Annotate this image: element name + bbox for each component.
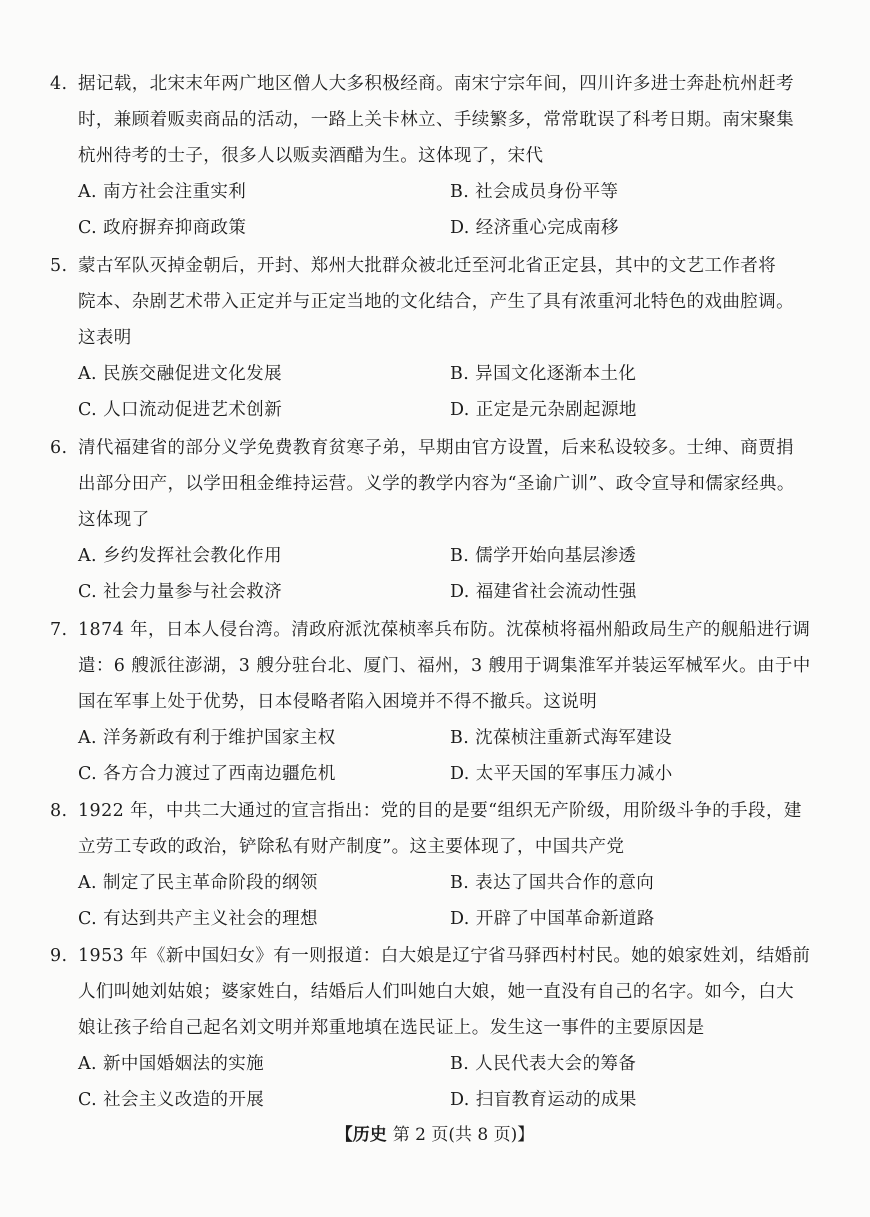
option-row [50, 356, 840, 392]
option-row [50, 756, 840, 792]
option-a: A. 新中国婚姻法的实施 [78, 1054, 265, 1074]
question-line: 时，兼顾着贩卖商品的活动，一路上关卡林立、手续繁多，常常耽误了科考日期。南宋聚集 [78, 110, 794, 130]
option-d: D. 扫盲教育运动的成果 [450, 1090, 637, 1110]
option-a: A. 乡约发挥社会教化作用 [78, 546, 282, 566]
option-row [50, 1082, 840, 1118]
question-number: 8. [50, 801, 68, 821]
question-text: 1953 年《新中国妇女》有一则报道：白大娘是辽宁省马驿西村村民。她的娘家姓刘，结婚前 [78, 946, 811, 966]
question-number: 9. [50, 946, 68, 966]
question-line: 出部分田产，以学田租金维持运营。义学的教学内容为“圣谕广训”、政令宣导和儒家经典。 [78, 474, 795, 494]
question-line: 遣：6 艘派往澎湖，3 艘分驻台北、厦门、福州，3 艘用于调集淮军并装运军械军火。由于中 [78, 656, 811, 676]
question-line: 人们叫她刘姑娘；婆家姓白，结婚后人们叫她白大娘，她一直没有自己的名字。如今，白大 [78, 982, 794, 1002]
option-row [50, 901, 840, 937]
question-line [50, 430, 840, 466]
question-line [50, 66, 840, 102]
option-d: D. 太平天国的军事压力减小 [450, 764, 673, 784]
option-c: C. 社会力量参与社会救济 [78, 582, 283, 602]
option-row [50, 392, 840, 428]
question-line: 院本、杂剧艺术带入正定并与正定当地的文化结合，产生了具有浓重河北特色的戏曲腔调。 [78, 292, 794, 312]
question-line [50, 248, 840, 284]
option-d: D. 经济重心完成南移 [450, 218, 619, 238]
option-d: D. 福建省社会流动性强 [450, 582, 637, 602]
option-b: B. 沈葆桢注重新式海军建设 [450, 728, 673, 748]
question-9 [50, 938, 840, 1118]
footer-subject: 【历史 [335, 1125, 387, 1145]
question-line [50, 938, 840, 974]
question-line: 这体现了 [78, 510, 150, 530]
question-number: 7. [50, 620, 68, 640]
question-number: 4. [50, 74, 68, 94]
question-4 [50, 66, 840, 246]
question-number: 5. [50, 256, 68, 276]
option-a: A. 洋务新政有利于维护国家主权 [78, 728, 336, 748]
question-line: 这表明 [78, 328, 132, 348]
option-b: B. 社会成员身份平等 [450, 182, 619, 202]
option-c: C. 有达到共产主义社会的理想 [78, 909, 318, 929]
question-number: 6. [50, 438, 68, 458]
option-b: B. 异国文化逐渐本土化 [450, 364, 637, 384]
question-7 [50, 612, 840, 792]
question-line: 杭州待考的士子，很多人以贩卖酒醋为生。这体现了，宋代 [78, 146, 544, 166]
question-8 [50, 793, 840, 937]
option-b: B. 人民代表大会的筹备 [450, 1054, 637, 1074]
option-row [50, 210, 840, 246]
option-row [50, 720, 840, 756]
option-row [50, 1046, 840, 1082]
question-line: 立劳工专政的政治，铲除私有财产制度”。这主要体现了，中国共产党 [78, 837, 625, 857]
option-row [50, 865, 840, 901]
question-line [50, 612, 840, 648]
option-b: B. 表达了国共合作的意向 [450, 873, 655, 893]
question-line: 娘让孩子给自己起名刘文明并郑重地填在选民证上。发生这一事件的主要原因是 [78, 1018, 705, 1038]
question-line [50, 793, 840, 829]
footer-page-number: 第 2 页(共 8 页)】 [392, 1125, 535, 1145]
option-d: D. 正定是元杂剧起源地 [450, 400, 637, 420]
option-c: C. 各方合力渡过了西南边疆危机 [78, 764, 336, 784]
question-text: 蒙古军队灭掉金朝后，开封、郑州大批群众被北迁至河北省正定县，其中的文艺工作者将 [78, 256, 777, 276]
option-c: C. 社会主义改造的开展 [78, 1090, 265, 1110]
option-row [50, 538, 840, 574]
question-text: 1874 年，日本人侵台湾。清政府派沈葆桢率兵布防。沈葆桢将福州船政局生产的舰船进行调 [78, 620, 811, 640]
option-c: C. 政府摒弃抑商政策 [78, 218, 247, 238]
option-row [50, 174, 840, 210]
question-line: 国在军事上处于优势，日本侵略者陷入困境并不得不撤兵。这说明 [78, 692, 598, 712]
question-text: 据记载，北宋末年两广地区僧人大多积极经商。南宋宁宗年间，四川许多进士奔赴杭州赶考 [78, 74, 794, 94]
option-d: D. 开辟了中国革命新道路 [450, 909, 655, 929]
question-5 [50, 248, 840, 428]
option-row [50, 574, 840, 610]
question-6 [50, 430, 840, 610]
option-b: B. 儒学开始向基层渗透 [450, 546, 637, 566]
page-footer [0, 1120, 870, 1145]
question-text: 1922 年，中共二大通过的宣言指出：党的目的是要“组织无产阶级，用阶级斗争的手段，建 [78, 801, 802, 821]
option-a: A. 制定了民主革命阶段的纲领 [78, 873, 318, 893]
option-a: A. 南方社会注重实利 [78, 182, 247, 202]
question-text: 清代福建省的部分义学免费教育贫寒子弟，早期由官方设置，后来私设较多。士绅、商贾捐 [78, 438, 794, 458]
option-a: A. 民族交融促进文化发展 [78, 364, 282, 384]
option-c: C. 人口流动促进艺术创新 [78, 400, 283, 420]
